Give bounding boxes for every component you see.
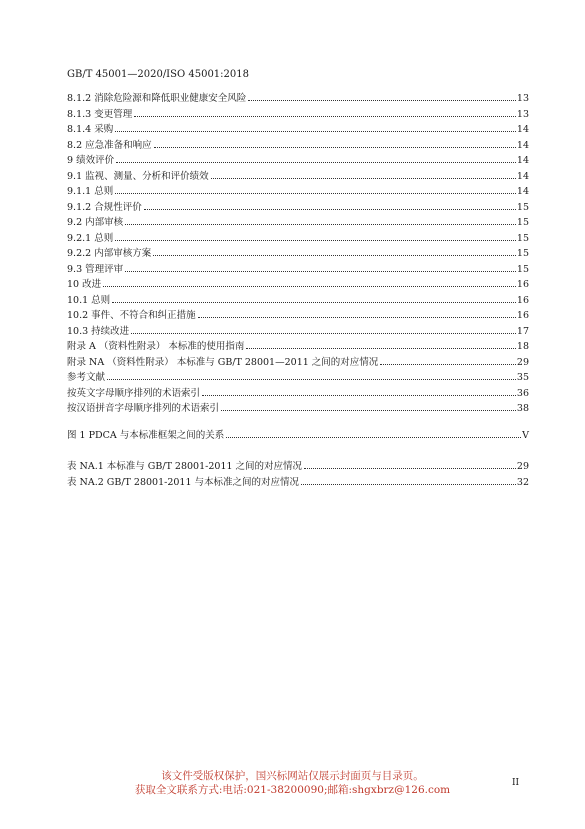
- toc-entry-page: 38: [516, 403, 529, 414]
- toc-entry-title: 9.1.1 总则: [67, 186, 114, 197]
- toc-entry-title: 按汉语拼音字母顺序排列的术语索引: [67, 403, 220, 414]
- toc-entry[interactable]: [67, 323, 529, 339]
- toc-entry-title: 8.1.4 采购: [67, 124, 114, 135]
- toc-entry-page: 16: [516, 310, 529, 321]
- toc-entry[interactable]: [67, 369, 529, 385]
- toc-entry-title: 9.1.2 合规性评价: [67, 201, 142, 213]
- toc-entry-title: 9.2.1 总则: [67, 232, 114, 244]
- toc-entry[interactable]: [67, 245, 529, 261]
- toc-entry-page: V: [522, 430, 529, 441]
- dot-leader: [211, 178, 516, 179]
- dot-leader: [226, 437, 521, 438]
- toc-entry-title: 附录 NA （资料性附录） 本标准与 GB/T 28001—2011 之间的对应情况: [67, 356, 379, 368]
- toc-entry[interactable]: [67, 90, 529, 106]
- dot-leader: [131, 333, 516, 334]
- toc-entry[interactable]: [67, 474, 529, 490]
- dot-leader: [248, 100, 516, 101]
- toc-entry[interactable]: [67, 168, 529, 184]
- toc-entry-page: 18: [516, 341, 529, 352]
- toc-entry-page: 15: [516, 217, 529, 228]
- toc-entry[interactable]: [67, 338, 529, 354]
- dot-leader: [202, 395, 516, 396]
- toc-entry-page: 14: [516, 186, 529, 197]
- dot-leader: [115, 240, 516, 241]
- toc-entry-title: 10 改进: [67, 279, 102, 290]
- contact-info: 获取全文联系方式:电话:021-38200090;邮箱:shgxbrz@126.com: [134, 784, 451, 796]
- toc-entry-title: 图 1 PDCA 与本标准框架之间的关系: [67, 430, 225, 441]
- dot-leader: [144, 209, 516, 210]
- document-header: GB/T 45001—2020/ISO 45001:2018: [67, 69, 249, 80]
- toc-entry-page: 16: [516, 279, 529, 290]
- toc-entry-page: 35: [516, 372, 529, 383]
- dot-leader: [301, 484, 516, 485]
- dot-leader: [125, 271, 516, 272]
- toc-entry[interactable]: [67, 199, 529, 215]
- toc-entry[interactable]: [67, 276, 529, 292]
- toc-entry-page: 15: [516, 248, 529, 259]
- toc-entry-title: 参考文献: [67, 372, 106, 383]
- toc-entry-page: 36: [516, 387, 529, 399]
- dot-leader: [134, 116, 516, 117]
- dot-leader: [103, 286, 516, 287]
- toc-entry-title: 10.2 事件、不符合和纠正措施: [67, 310, 196, 321]
- copyright-notice: 该文件受版权保护，国兴标网站仅展示封面页与目录页。: [161, 770, 424, 782]
- page-number: II: [512, 778, 520, 788]
- dot-leader: [125, 224, 516, 225]
- dot-leader: [107, 379, 516, 380]
- table-of-contents: [67, 90, 529, 416]
- toc-entry-title: 8.1.3 变更管理: [67, 108, 133, 120]
- dot-leader: [115, 193, 516, 194]
- toc-entry[interactable]: [67, 427, 529, 443]
- toc-entry-title: 9.2 内部审核: [67, 217, 124, 228]
- toc-entry[interactable]: [67, 385, 529, 401]
- dot-leader: [154, 147, 516, 148]
- dot-leader: [116, 162, 516, 163]
- toc-entry-title: 10.1 总则: [67, 294, 111, 306]
- toc-entry[interactable]: [67, 106, 529, 122]
- toc-entry-page: 15: [516, 201, 529, 213]
- toc-entry-page: 14: [516, 124, 529, 135]
- toc-entry[interactable]: [67, 354, 529, 370]
- toc-entry-page: 17: [516, 325, 529, 337]
- toc-entry[interactable]: [67, 230, 529, 246]
- toc-entry-title: 表 NA.1 本标准与 GB/T 28001-2011 之间的对应情况: [67, 461, 303, 472]
- toc-entry-title: 表 NA.2 GB/T 28001-2011 与本标准之间的对应情况: [67, 476, 300, 488]
- dot-leader: [115, 131, 516, 132]
- dot-leader: [380, 364, 516, 365]
- dot-leader: [304, 468, 516, 469]
- dot-leader: [153, 255, 516, 256]
- toc-entry-title: 10.3 持续改进: [67, 325, 130, 337]
- toc-entry-page: 14: [516, 139, 529, 151]
- toc-entry[interactable]: [67, 137, 529, 153]
- toc-entry-page: 14: [516, 170, 529, 182]
- dot-leader: [198, 317, 516, 318]
- dot-leader: [246, 348, 515, 349]
- toc-entry[interactable]: [67, 183, 529, 199]
- toc-entry-page: 13: [516, 108, 529, 120]
- toc-entry[interactable]: [67, 400, 529, 416]
- toc-entry-title: 9.1 监视、测量、分析和评价绩效: [67, 170, 209, 182]
- dot-leader: [112, 302, 516, 303]
- toc-entry-page: 32: [516, 476, 529, 488]
- toc-entry-page: 14: [516, 155, 529, 166]
- toc-entry-title: 8.1.2 消除危险源和降低职业健康安全风险: [67, 93, 247, 104]
- toc-entry-page: 15: [516, 263, 529, 275]
- toc-entry-title: 9.2.2 内部审核方案: [67, 248, 152, 259]
- toc-entry[interactable]: [67, 214, 529, 230]
- toc-entry-title: 9.3 管理评审: [67, 263, 124, 275]
- toc-entry-page: 16: [516, 294, 529, 306]
- toc-entry-title: 附录 A （资料性附录） 本标准的使用指南: [67, 341, 245, 352]
- toc-entry-page: 29: [516, 356, 529, 368]
- table-list: [67, 458, 529, 489]
- toc-entry-page: 15: [516, 232, 529, 244]
- figure-list: [67, 427, 529, 443]
- toc-entry[interactable]: [67, 458, 529, 474]
- toc-entry[interactable]: [67, 152, 529, 168]
- toc-entry-page: 29: [516, 461, 529, 472]
- toc-entry[interactable]: [67, 261, 529, 277]
- toc-entry[interactable]: [67, 307, 529, 323]
- toc-entry-title: 按英文字母顺序排列的术语索引: [67, 387, 201, 399]
- toc-entry[interactable]: [67, 292, 529, 308]
- toc-entry[interactable]: [67, 121, 529, 137]
- dot-leader: [221, 410, 516, 411]
- toc-entry-title: 8.2 应急准备和响应: [67, 139, 152, 151]
- toc-entry-title: 9 绩效评价: [67, 155, 115, 166]
- toc-entry-page: 13: [516, 93, 529, 104]
